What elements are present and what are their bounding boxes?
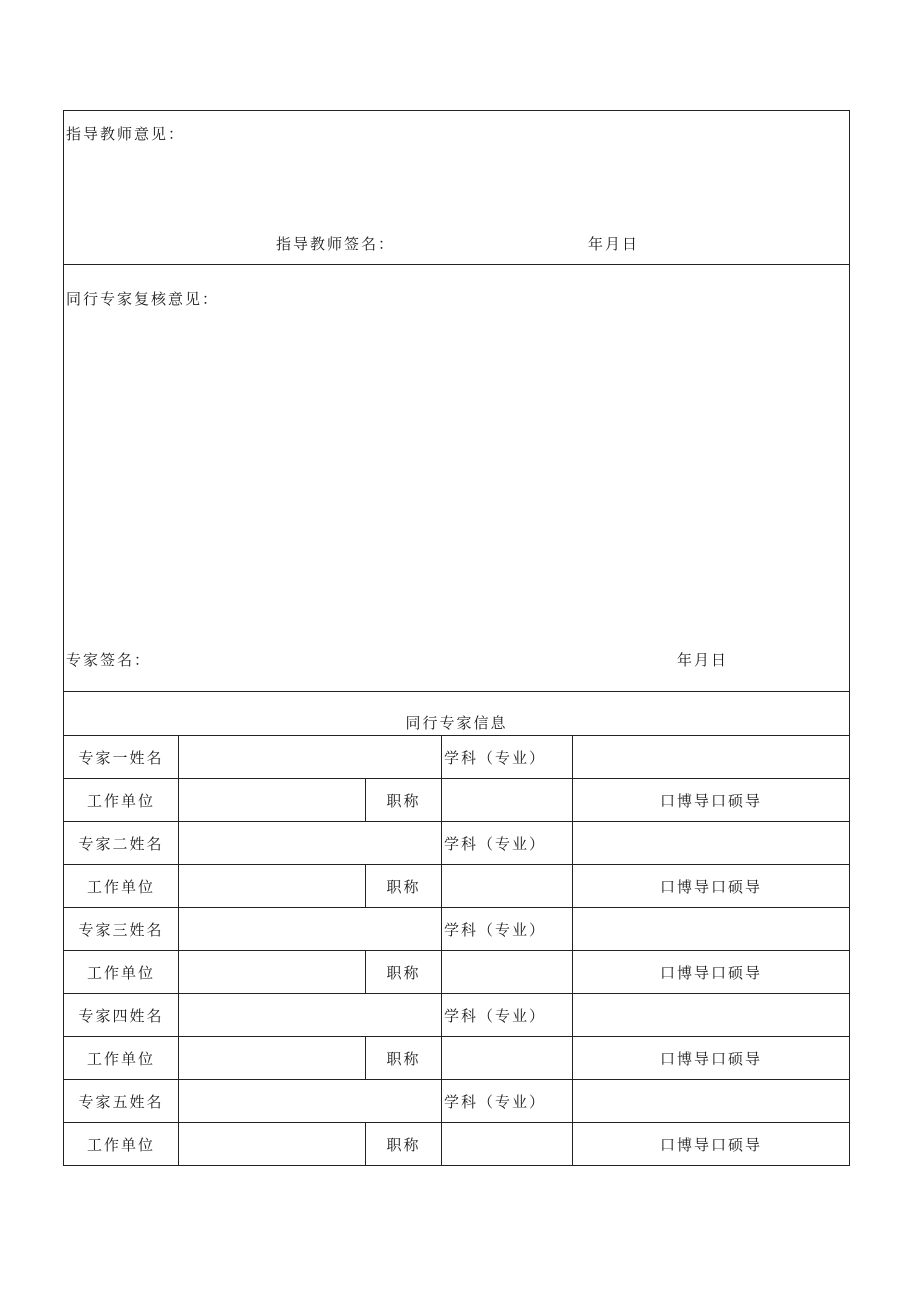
teacher-signature-label: 指导教师签名： (276, 235, 396, 253)
expert-2-unit-row (64, 865, 850, 908)
expert-info-title-row (64, 692, 850, 736)
expert-4-name-input[interactable] (179, 994, 442, 1037)
expert-3-supervisor-options[interactable]: 口博导口硕导 (573, 951, 850, 994)
expert-2-subject-label: 学科（专业） (442, 822, 573, 865)
expert-1-work-unit-label: 工作单位 (64, 779, 179, 822)
expert-4-unit-row (64, 1037, 850, 1080)
review-form-table (63, 110, 850, 1166)
expert-5-supervisor-options[interactable]: 口博导口硕导 (573, 1123, 850, 1166)
expert-date-label: 年月日 (677, 651, 729, 669)
teacher-date-label: 年月日 (588, 235, 640, 253)
expert-4-job-title-input[interactable] (442, 1037, 573, 1080)
expert-5-job-title-input[interactable] (442, 1123, 573, 1166)
expert-1-unit-row (64, 779, 850, 822)
expert-1-job-title-input[interactable] (442, 779, 573, 822)
expert-1-job-title-label: 职称 (366, 779, 442, 822)
peer-review-field[interactable] (64, 265, 850, 692)
expert-3-subject-label: 学科（专业） (442, 908, 573, 951)
teacher-opinion-row (64, 111, 850, 265)
expert-2-subject-input[interactable] (573, 822, 850, 865)
expert-2-name-label: 专家二姓名 (64, 822, 179, 865)
expert-5-job-title-label: 职称 (366, 1123, 442, 1166)
expert-3-name-input[interactable] (179, 908, 442, 951)
peer-review-row (64, 265, 850, 692)
expert-3-unit-row (64, 951, 850, 994)
expert-5-subject-label: 学科（专业） (442, 1080, 573, 1123)
expert-5-work-unit-label: 工作单位 (64, 1123, 179, 1166)
expert-info-title: 同行专家信息 (405, 714, 508, 732)
expert-5-name-label: 专家五姓名 (64, 1080, 179, 1123)
expert-4-job-title-label: 职称 (366, 1037, 442, 1080)
expert-3-work-unit-label: 工作单位 (64, 951, 179, 994)
expert-3-work-unit-input[interactable] (179, 951, 366, 994)
expert-2-name-input[interactable] (179, 822, 442, 865)
expert-1-name-input[interactable] (179, 736, 442, 779)
expert-1-subject-input[interactable] (573, 736, 850, 779)
expert-2-job-title-input[interactable] (442, 865, 573, 908)
expert-5-subject-input[interactable] (573, 1080, 850, 1123)
expert-3-name-label: 专家三姓名 (64, 908, 179, 951)
expert-4-work-unit-label: 工作单位 (64, 1037, 179, 1080)
expert-signature-label: 专家签名： (66, 651, 152, 669)
expert-3-subject-input[interactable] (573, 908, 850, 951)
expert-1-subject-label: 学科（专业） (442, 736, 573, 779)
teacher-opinion-label: 指导教师意见： (66, 125, 186, 143)
expert-4-supervisor-options[interactable]: 口博导口硕导 (573, 1037, 850, 1080)
expert-2-work-unit-input[interactable] (179, 865, 366, 908)
expert-4-name-row (64, 994, 850, 1037)
expert-3-name-row (64, 908, 850, 951)
expert-2-job-title-label: 职称 (366, 865, 442, 908)
expert-5-name-input[interactable] (179, 1080, 442, 1123)
expert-1-supervisor-options[interactable]: 口博导口硕导 (573, 779, 850, 822)
expert-4-name-label: 专家四姓名 (64, 994, 179, 1037)
expert-5-work-unit-input[interactable] (179, 1123, 366, 1166)
expert-4-work-unit-input[interactable] (179, 1037, 366, 1080)
expert-4-subject-input[interactable] (573, 994, 850, 1037)
expert-2-name-row (64, 822, 850, 865)
expert-1-work-unit-input[interactable] (179, 779, 366, 822)
expert-2-work-unit-label: 工作单位 (64, 865, 179, 908)
expert-1-name-label: 专家一姓名 (64, 736, 179, 779)
expert-3-job-title-input[interactable] (442, 951, 573, 994)
expert-1-name-row (64, 736, 850, 779)
teacher-opinion-field[interactable] (64, 111, 850, 265)
expert-5-name-row (64, 1080, 850, 1123)
expert-3-job-title-label: 职称 (366, 951, 442, 994)
expert-4-subject-label: 学科（专业） (442, 994, 573, 1037)
expert-5-unit-row (64, 1123, 850, 1166)
expert-2-supervisor-options[interactable]: 口博导口硕导 (573, 865, 850, 908)
expert-info-title-cell (64, 692, 850, 736)
peer-review-label: 同行专家复核意见： (66, 290, 220, 308)
